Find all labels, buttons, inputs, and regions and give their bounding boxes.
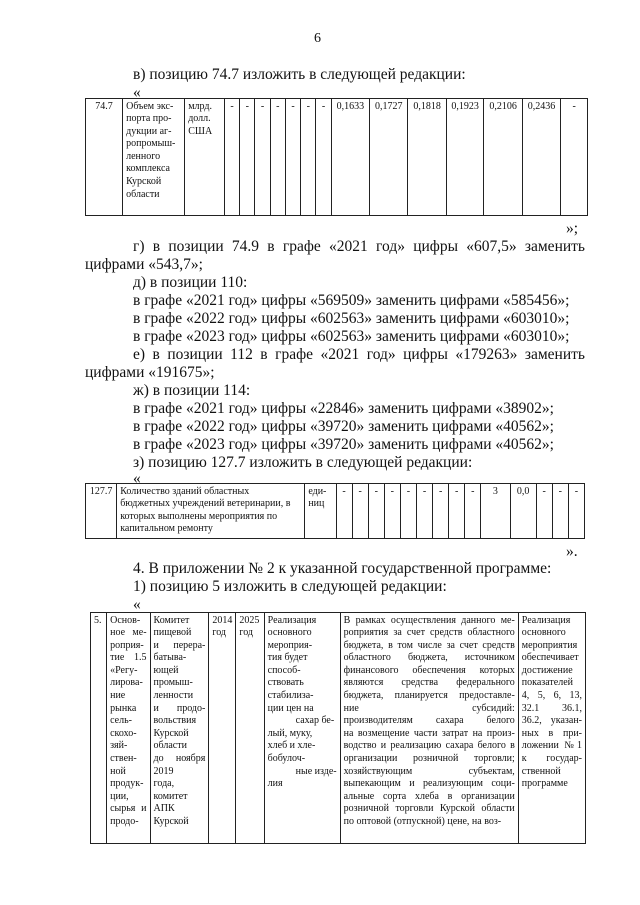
table-cell: [240, 98, 255, 216]
cell-text: ствовать: [267, 677, 304, 689]
cell-text: выпекающим и реализующим соци-: [343, 778, 515, 790]
cell-text: ропромыш-: [126, 138, 176, 150]
paragraph-zh-3: в графе «2023 год» цифры «39720» заменить цифрами «40562»;: [133, 436, 554, 453]
cell-text: Объем экс-: [126, 100, 174, 112]
cell-text: Количество зданий областных: [120, 485, 250, 497]
cell-text: ных в при-: [521, 727, 582, 739]
cell-text: Комитет: [153, 614, 190, 626]
cell-text: роприя-: [110, 639, 144, 651]
cell-text: бобулоч-: [267, 753, 306, 765]
cell-text: скохо-: [110, 727, 137, 739]
cell-text: год: [239, 627, 254, 639]
cell-text: ное ме-: [110, 627, 147, 639]
paragraph-d-1: в графе «2021 год» цифры «569509» заменить цифрами «585456»;: [133, 292, 570, 309]
cell-text: тие 1.5: [110, 652, 147, 664]
cell-text: и перера-: [153, 639, 206, 651]
cell-text: еди-: [308, 485, 327, 497]
cell-text: водство и реализацию сахара белого в: [343, 740, 515, 752]
cell-text: -: [422, 485, 427, 497]
table-cell: [123, 98, 185, 216]
cell-text: бюджетных учреждений ветеринарии, в: [120, 498, 291, 510]
cell-text: -: [558, 485, 562, 497]
cell-text: Курской: [126, 176, 162, 188]
cell-text: -: [374, 485, 378, 497]
cell-text: зяй-: [110, 740, 128, 752]
cell-text: -: [321, 100, 326, 112]
table-cell: [270, 98, 285, 216]
table-cell: [117, 483, 305, 539]
cell-text: по оптовой (отпускной) цене, на воз-: [343, 816, 502, 827]
cell-text: ции,: [110, 790, 129, 802]
cell-text: сырья и: [110, 803, 147, 815]
cell-text: на возмещение части затрат на произ-: [343, 727, 515, 739]
cell-text: 2019: [153, 765, 174, 777]
cell-text: ствен-: [110, 753, 137, 765]
paragraph-g-line2: цифрами «543,7»;: [85, 256, 203, 273]
cell-text: -: [438, 485, 443, 497]
table-cell: [209, 612, 236, 844]
cell-text: ниц: [308, 498, 325, 510]
cell-text: Курской: [153, 816, 189, 827]
cell-text: рынка: [110, 702, 137, 714]
cell-text: долл.: [188, 113, 211, 125]
paragraph-v: в) позицию 74.7 изложить в следующей редакции:: [133, 66, 466, 83]
cell-text: 4, 5, 6, 13,: [521, 690, 582, 702]
cell-text: ственной: [521, 765, 561, 777]
table-cell: [340, 612, 518, 844]
table-cell: [416, 483, 432, 539]
cell-text: -: [471, 485, 475, 497]
cell-text: 74.7: [95, 100, 113, 112]
cell-text: год: [212, 627, 227, 639]
cell-text: ющей: [153, 664, 179, 676]
cell-text: пищевой: [153, 627, 192, 639]
table-cell: [331, 98, 369, 216]
cell-text: комплекса: [126, 163, 170, 175]
cell-text: областного бюджета, источником: [343, 652, 515, 664]
cell-text: 2025: [239, 614, 260, 626]
cell-text: бюджета, в том числе за счет средств: [343, 639, 515, 651]
cell-text: -: [260, 100, 265, 112]
close-quote: ».: [566, 543, 578, 560]
paragraph-4: 4. В приложении № 2 к указанной государственной программе:: [133, 560, 552, 577]
paragraph-e-line2: цифрами «191675»;: [85, 364, 215, 381]
cell-text: -: [291, 100, 295, 112]
table-cell: [301, 98, 316, 216]
table-cell: [484, 98, 522, 216]
table-cell: [368, 483, 384, 539]
table-cell: [236, 612, 264, 844]
cell-text: области: [153, 740, 187, 752]
table-cell: [522, 98, 560, 216]
table-cell: [86, 483, 117, 539]
cell-text: 0,0: [516, 485, 530, 497]
cell-text: -: [276, 100, 280, 112]
cell-text: вольствия: [153, 715, 197, 727]
cell-text: программе: [521, 778, 568, 790]
open-quote: «: [133, 596, 141, 613]
cell-text: 0,1633: [336, 100, 365, 112]
cell-text: розничной торговли Курской области: [343, 803, 515, 815]
cell-text: 127.7: [89, 485, 113, 497]
cell-text: 5.: [94, 614, 102, 626]
cell-text: промыш-: [153, 677, 193, 689]
cell-text: хлеб и хле-: [267, 740, 316, 752]
cell-text: лирова-: [110, 677, 143, 689]
cell-text: млрд.: [188, 100, 212, 112]
cell-text: ложении №1: [521, 740, 582, 752]
cell-text: 2014: [212, 614, 233, 626]
cell-text: которых выполнены мероприятия по: [120, 510, 278, 522]
cell-text: США: [188, 125, 213, 137]
cell-text: комитет: [153, 790, 188, 802]
cell-text: производителям сахара белого: [343, 715, 515, 727]
table-cell: [264, 612, 340, 844]
cell-text: мероприятия: [521, 639, 578, 651]
cell-text: 0,1727: [375, 100, 403, 112]
cell-text: дукции аг-: [126, 125, 172, 137]
table-cell: [86, 98, 123, 216]
cell-text: и продо-: [153, 702, 206, 714]
table-position-5: [90, 612, 586, 844]
cell-text: мероприя-: [267, 639, 313, 651]
cell-text: Курской: [153, 727, 189, 739]
open-quote: «: [133, 470, 141, 487]
cell-text: достижение: [521, 664, 573, 676]
cell-text: до ноября: [153, 753, 206, 765]
table-cell: [384, 483, 400, 539]
cell-text: сахар бе-: [295, 715, 335, 727]
cell-text: капитальном ремонту: [120, 523, 213, 535]
paragraph-zh: ж) в позиции 114:: [133, 382, 251, 399]
cell-text: 36.2, указан-: [521, 715, 582, 727]
cell-text: -: [406, 485, 411, 497]
cell-text: ленности: [153, 690, 194, 702]
table-cell: [552, 483, 568, 539]
paragraph-zh-2: в графе «2022 год» цифры «39720» заменить цифрами «40562»;: [133, 418, 554, 435]
table-position-127-7: [85, 483, 585, 539]
paragraph-4-1: 1) позицию 5 изложить в следующей редакции:: [133, 578, 447, 595]
cell-text: лый, муку,: [267, 727, 313, 739]
cell-text: АПК: [153, 803, 175, 815]
cell-text: лия: [267, 778, 283, 790]
cell-text: года,: [153, 778, 175, 790]
cell-text: ной: [110, 765, 126, 777]
cell-text: организации розничной торговли;: [343, 753, 515, 765]
table-cell: [510, 483, 536, 539]
page-number: 6: [314, 31, 321, 46]
cell-text: финансового обеспечения которых: [343, 664, 515, 676]
table-cell: [255, 98, 270, 216]
table-cell: [568, 483, 584, 539]
cell-text: -: [230, 100, 234, 112]
cell-text: -: [342, 485, 346, 497]
cell-text: роприятия за счет средств областного: [343, 627, 515, 639]
cell-text: -: [542, 485, 546, 497]
cell-text: -: [390, 485, 394, 497]
table-cell: [316, 98, 331, 216]
table-cell: [305, 483, 336, 539]
open-quote: «: [133, 84, 141, 101]
paragraph-d-3: в графе «2023 год» цифры «602563» заменить цифрами «603010»;: [133, 328, 570, 345]
cell-text: тия будет: [267, 652, 308, 664]
table-cell: [481, 483, 510, 539]
cell-text: Реализация: [267, 614, 317, 626]
cell-text: -: [455, 485, 459, 497]
table-cell: [446, 98, 484, 216]
cell-text: сель-: [110, 715, 132, 727]
paragraph-d: д) в позиции 110:: [133, 274, 248, 291]
table-cell: [518, 612, 585, 844]
paragraph-zh-1: в графе «2021 год» цифры «22846» заменить цифрами «38902»;: [133, 400, 554, 417]
table-cell: [352, 483, 368, 539]
cell-text: ние: [110, 690, 126, 702]
cell-text: порта про-: [126, 113, 172, 125]
table-cell: [449, 483, 465, 539]
table-cell: [370, 98, 408, 216]
cell-text: ные изде-: [295, 765, 337, 777]
cell-text: основного: [267, 627, 312, 639]
cell-text: основного: [521, 627, 566, 639]
cell-text: хозяйствующим субъектам,: [343, 765, 515, 777]
cell-text: альные сорта хлеба в организации: [343, 790, 515, 802]
cell-text: являются средства федерального: [343, 677, 515, 689]
cell-text: 3: [492, 485, 498, 497]
cell-text: ции цен на: [267, 702, 314, 714]
cell-text: ленного: [126, 150, 161, 162]
table-cell: [150, 612, 209, 844]
close-quote: »;: [566, 220, 579, 237]
cell-text: 0,2106: [489, 100, 517, 112]
cell-text: «Регу-: [110, 664, 138, 676]
cell-text: -: [306, 100, 310, 112]
cell-text: -: [358, 485, 362, 497]
table-position-74-7: [85, 98, 588, 216]
table-cell: [400, 483, 416, 539]
cell-text: ние субсидий:: [343, 702, 515, 714]
table-cell: [408, 98, 446, 216]
cell-text: области: [126, 188, 160, 200]
cell-text: -: [574, 485, 579, 497]
paragraph-z: з) позицию 127.7 изложить в следующей редакции:: [133, 454, 473, 471]
table-cell: [224, 98, 239, 216]
cell-text: В рамках осуществления данного ме-: [343, 614, 515, 626]
cell-text: батыва-: [153, 652, 187, 664]
cell-text: Реализация: [521, 614, 571, 626]
table-cell: [91, 612, 107, 844]
cell-text: 0,2436: [527, 100, 556, 112]
paragraph-d-2: в графе «2022 год» цифры «602563» заменить цифрами «603010»;: [133, 310, 570, 327]
cell-text: обеспечивает: [521, 652, 579, 664]
cell-text: 0,1923: [451, 100, 479, 112]
cell-text: к государ-: [521, 753, 582, 765]
table-cell: [185, 98, 225, 216]
cell-text: 32.1 36.1,: [521, 702, 582, 714]
table-cell: [561, 98, 588, 216]
cell-text: стабилиза-: [267, 690, 314, 702]
cell-text: показателей: [521, 677, 574, 689]
paragraph-e-line1: е) в позиции 112 в графе «2021 год» цифры «179263» заменить: [133, 346, 585, 363]
table-cell: [465, 483, 481, 539]
cell-text: Основ-: [110, 614, 141, 626]
table-cell: [336, 483, 352, 539]
table-cell: [433, 483, 449, 539]
cell-text: продук-: [110, 778, 144, 790]
table-cell: [107, 612, 150, 844]
cell-text: продо-: [110, 816, 139, 827]
cell-text: -: [572, 100, 576, 112]
table-cell: [285, 98, 300, 216]
cell-text: способ-: [267, 664, 301, 676]
table-cell: [536, 483, 552, 539]
cell-text: -: [245, 100, 249, 112]
paragraph-g-line1: г) в позиции 74.9 в графе «2021 год» цифры «607,5» заменить: [133, 238, 585, 255]
cell-text: 0,1818: [413, 100, 441, 112]
cell-text: бюджета, планируется предоставле-: [343, 690, 515, 702]
